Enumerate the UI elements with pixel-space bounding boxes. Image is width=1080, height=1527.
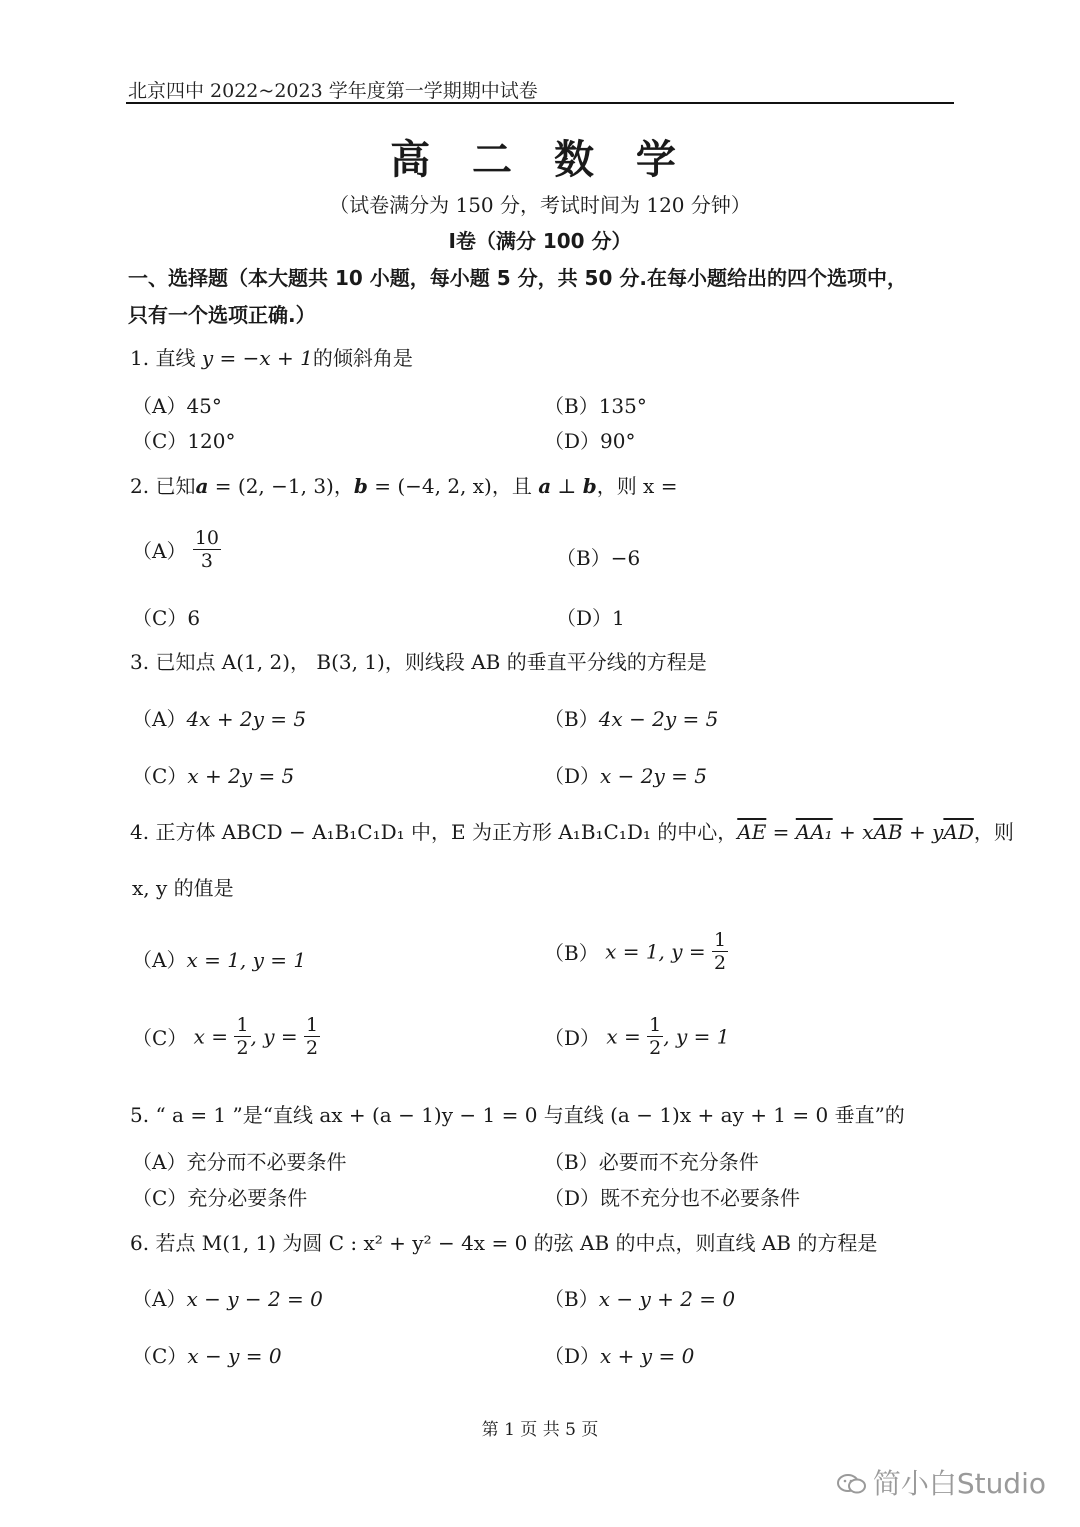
vector-aa1: AA₁ [795,820,833,844]
question-number: 4. [130,820,150,844]
option-c: （C）120° [132,429,236,453]
option-c: （C） x = $\frac{1}{2}$ , y = $\frac{1}{2}$ [132,1014,319,1059]
vector-b: b [353,474,368,498]
option-d: （D）x + y = 0 [544,1344,695,1368]
option-d: （D）x − 2y = 5 [544,764,708,788]
option-b: （B）必要而不充分条件 [544,1150,759,1174]
header-text: 北京四中 2022~2023 学年度第一学期期中试卷 [128,80,538,102]
header-rule [126,102,954,104]
watermark-text: 简小白Studio [872,1467,1046,1500]
option-a: （A）充分而不必要条件 [132,1150,347,1174]
option-a: （A）x = 1, y = 1 [132,948,307,972]
option-c: （C）6 [132,606,201,630]
vector-a: a [195,474,209,498]
question-6-stem: 6. 若点 M(1, 1) 为圆 C : x² + y² − 4x = 0 的弦 AB 的中点，则直线 AB 的方程是 [130,1231,878,1255]
option-a: （A）x − y − 2 = 0 [132,1287,323,1311]
question-number: 1. [130,346,150,370]
option-b: （B）x − y + 2 = 0 [544,1287,736,1311]
exam-info: （试卷满分为 150 分，考试时间为 120 分钟） [329,193,751,217]
question-2-stem: 2. 已知a = (2, −1, 3)，b = (−4, 2, x)，且 a ⊥ b，则 x = [130,474,678,498]
question-4-stem: 4. 正方体 ABCD − A₁B₁C₁D₁ 中，E 为正方形 A₁B₁C₁D₁ 的中心，$\overline{AE} = AA_1 + x\overline{AB} + y\overline{AD}$，则 [130,820,1014,844]
fraction: $\frac{1}{2}$ [306,1014,319,1059]
question-5-stem: 5. “ a = 1 ”是“直线 ax + (a − 1)y − 1 = 0 与直线 (a − 1)x + ay + 1 = 0 垂直”的 [130,1103,905,1127]
option-b: （B）4x − 2y = 5 [544,707,719,731]
page-title: 高 二 数 学 [390,137,690,183]
option-b: （B） x = 1, y = $\frac{1}{2}$ [544,929,727,974]
option-a: （A） $\frac{10}{3}$ [132,527,219,572]
vector-ab: $\overline{AB}$ [873,820,903,844]
option-b: （B）−6 [556,546,641,570]
question-number: 3. [130,650,150,674]
option-a: （A）4x + 2y = 5 [132,707,307,731]
question-number: 2. [130,474,150,498]
fraction: $\frac{1}{2}$ [649,1014,662,1059]
question-number: 5. [130,1103,150,1127]
stem-text: 的倾斜角是 [312,346,413,370]
option-b: （B）135° [544,394,647,418]
question-4-stem-line2: x, y 的值是 [132,876,234,900]
question-number: 6. [130,1231,150,1255]
stem-math: y = −x + 1 [201,346,313,370]
fraction: $\frac{1}{2}$ [714,929,727,974]
part-heading: Ⅰ卷（满分 100 分） [448,229,632,253]
question-3-stem: 3. 已知点 A(1, 2)， B(3, 1)，则线段 AB 的垂直平分线的方程是 [130,650,707,674]
watermark [837,1462,1046,1502]
option-d: （D）90° [544,429,636,453]
vector-ae: $\overline{AE}$ [737,820,767,844]
option-d: （D）既不充分也不必要条件 [544,1186,801,1210]
option-d: （D） x = $\frac{1}{2}$ , y = 1 [544,1014,730,1059]
question-1-stem [130,342,413,371]
page-footer: 第 1 页 共 5 页 [481,1420,599,1440]
option-a: （A）45° [132,394,222,418]
stem-text: 直线 [155,346,196,370]
fraction: $\frac{10}{3}$ [194,527,219,572]
fraction: $\frac{1}{2}$ [236,1014,249,1059]
option-c: （C）充分必要条件 [132,1186,308,1210]
option-d: （D）1 [556,606,625,630]
option-c: （C）x + 2y = 5 [132,764,295,788]
vector-ad: $\overline{AD}$ [943,820,974,844]
wechat-icon [837,1473,867,1495]
section-heading: 一、选择题（本大题共 10 小题，每小题 5 分，共 50 分.在每小题给出的四个选项中，只有一个选项正确.） [128,266,907,327]
option-c: （C）x − y = 0 [132,1344,282,1368]
